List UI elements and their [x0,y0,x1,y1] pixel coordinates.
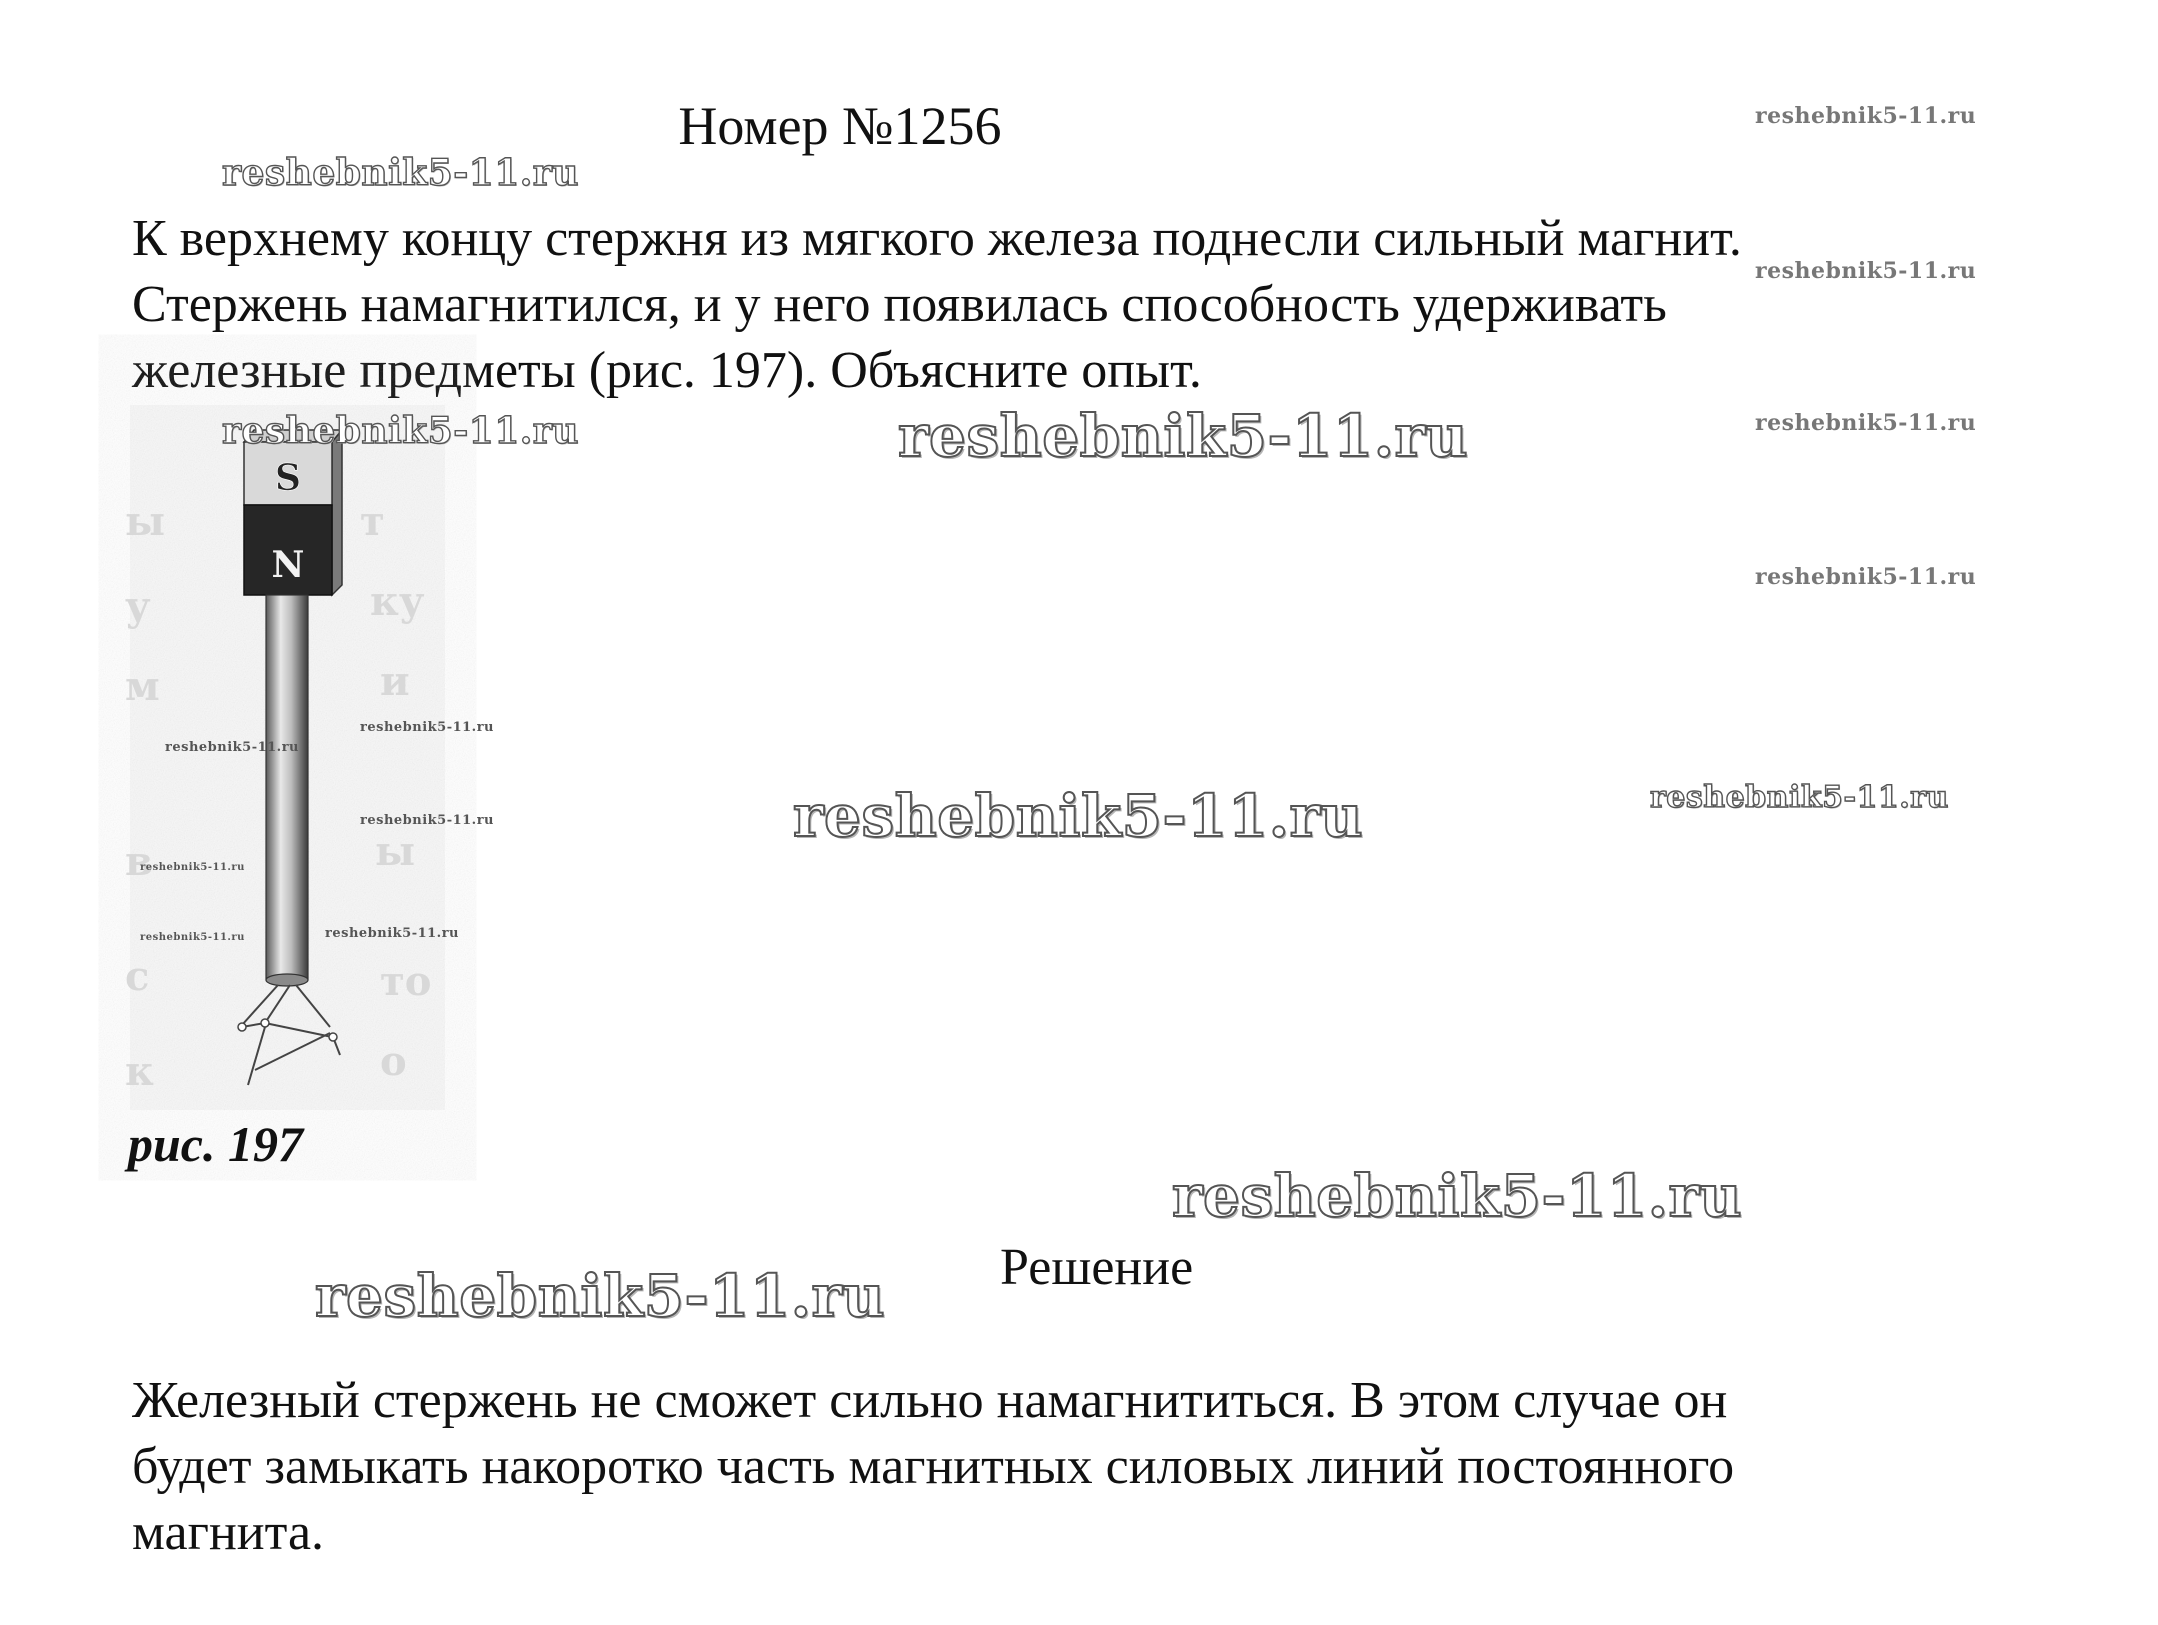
svg-text:о: о [380,1038,407,1085]
watermark: reshebnik5-11.ru [1172,1162,1743,1230]
watermark: reshebnik5-11.ru [140,862,245,873]
watermark: reshebnik5-11.ru [315,1262,886,1330]
solution-line: Железный стержень не сможет сильно намагнититься. В этом случае он [132,1372,1728,1429]
figure-caption: рис. 197 [128,1116,303,1172]
solution-line: будет замыкать накоротко часть магнитных силовых линий постоянного [132,1438,1735,1495]
svg-text:то: то [380,958,432,1005]
north-pole-label: N [271,544,305,586]
svg-text:м: м [125,663,160,710]
magnet-rod-illustration [125,405,445,1110]
svg-text:т: т [360,498,385,545]
problem-line: железные предметы (рис. 197). Объясните опыт. [132,342,1202,399]
watermark: reshebnik5-11.ru [1755,103,1977,129]
watermark: reshebnik5-11.ru [1755,564,1977,590]
problem-line: К верхнему концу стержня из мягкого железа поднесли сильный магнит. [132,210,1742,267]
svg-text:в: в [125,838,153,885]
svg-text:ы: ы [125,498,166,545]
watermark: reshebnik5-11.ru [222,410,579,452]
watermark: reshebnik5-11.ru [1755,410,1977,436]
svg-text:у: у [125,583,151,630]
watermark: reshebnik5-11.ru [898,402,1469,470]
watermark: reshebnik5-11.ru [360,813,495,828]
watermark: reshebnik5-11.ru [1755,258,1977,284]
watermark: reshebnik5-11.ru [165,740,300,755]
solution-line: магнита. [132,1504,325,1561]
svg-text:и: и [380,658,410,705]
watermark: reshebnik5-11.ru [360,720,495,735]
solution-text [132,1368,2052,1566]
solution-heading: Решение [1000,1239,1194,1296]
watermark: reshebnik5-11.ru [1650,780,1949,815]
watermark: reshebnik5-11.ru [793,782,1364,850]
iron-rod [266,595,308,980]
problem-line: Стержень намагнитился, и у него появилась способность удерживать [132,276,1667,333]
svg-text:ы: ы [375,828,416,875]
svg-text:ку: ку [370,578,425,625]
watermark: reshebnik5-11.ru [140,932,245,943]
svg-text:с: с [125,953,150,1000]
figure-197 [125,405,445,1110]
watermark: reshebnik5-11.ru [325,926,460,941]
svg-text:к: к [125,1048,154,1095]
page-title: Номер №1256 [678,96,1002,156]
watermark: reshebnik5-11.ru [222,152,579,194]
problem-text [132,206,2052,404]
south-pole-label: S [275,457,301,499]
